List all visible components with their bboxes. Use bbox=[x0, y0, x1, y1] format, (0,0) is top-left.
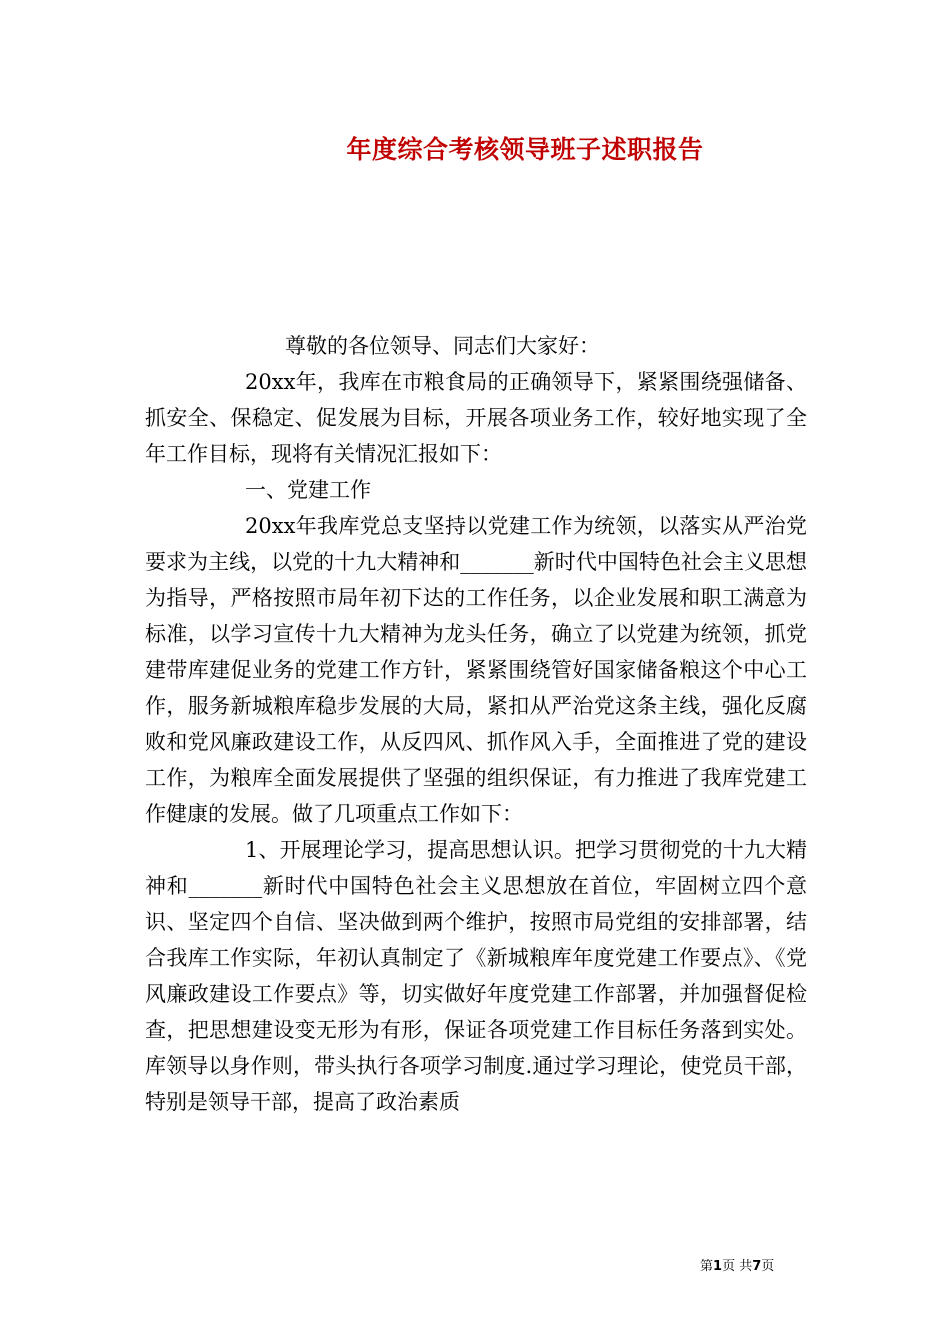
page-footer bbox=[700, 1258, 810, 1276]
footer-total-pages: 7 bbox=[752, 1259, 762, 1274]
section-heading-party-building: 一、党建工作 bbox=[245, 478, 371, 502]
document-body bbox=[145, 328, 807, 1120]
footer-current-page: 1 bbox=[713, 1259, 723, 1274]
section-paragraph-party-building: 20xx年我库党总支坚持以党建工作为统领，以落实从严治党要求为主线，以党的十九大精神和_______新时代中国特色社会主义思想为指导，严格按照市局年初下达的工作任务，以企业发展和职工满意为标准，以学习宣传十九大精神为龙头任务，确立了以党建为统领，抓党建带库建促业务的党建工作方针，紧紧围绕管好国家储备粮这个中心工作，服务新城粮库稳步发展的大局，紧扣从严治党这条主线，强化反腐败和党风廉政建设工作，从反四风、抓作风入手，全面推进了党的建设工作，为粮库全面发展提供了坚强的组织保证，有力推进了我库党建工作健康的发展。做了几项重点工作如下： bbox=[145, 514, 807, 826]
greeting-paragraph: 尊敬的各位领导、同志们大家好： bbox=[285, 334, 600, 358]
intro-paragraph: 20xx年，我库在市粮食局的正确领导下，紧紧围绕强储备、抓安全、保稳定、促发展为目标，开展各项业务工作，较好地实现了全年工作目标，现将有关情况汇报如下： bbox=[145, 370, 807, 466]
footer-suffix: 页 bbox=[761, 1259, 775, 1274]
footer-middle: 页 共 bbox=[722, 1259, 753, 1274]
footer-prefix: 第 bbox=[700, 1259, 714, 1274]
item-paragraph-theory-study: 1、开展理论学习，提高思想认识。把学习贯彻党的十九大精神和_______新时代中国特色社会主义思想放在首位，牢固树立四个意识、坚定四个自信、坚决做到两个维护，按照市局党组的安排部署，结合我库工作实际，年初认真制定了《新城粮库年度党建工作要点》、《党风廉政建设工作要点》等，切实做好年度党建工作部署，并加强督促检查，把思想建设变无形为有形，保证各项党建工作目标任务落到实处。库领导以身作则，带头执行各项学习制度.通过学习理论，使党员干部，特别是领导干部，提高了政治素质 bbox=[145, 838, 807, 1114]
document-title: 年度综合考核领导班子述职报告 bbox=[346, 135, 704, 164]
